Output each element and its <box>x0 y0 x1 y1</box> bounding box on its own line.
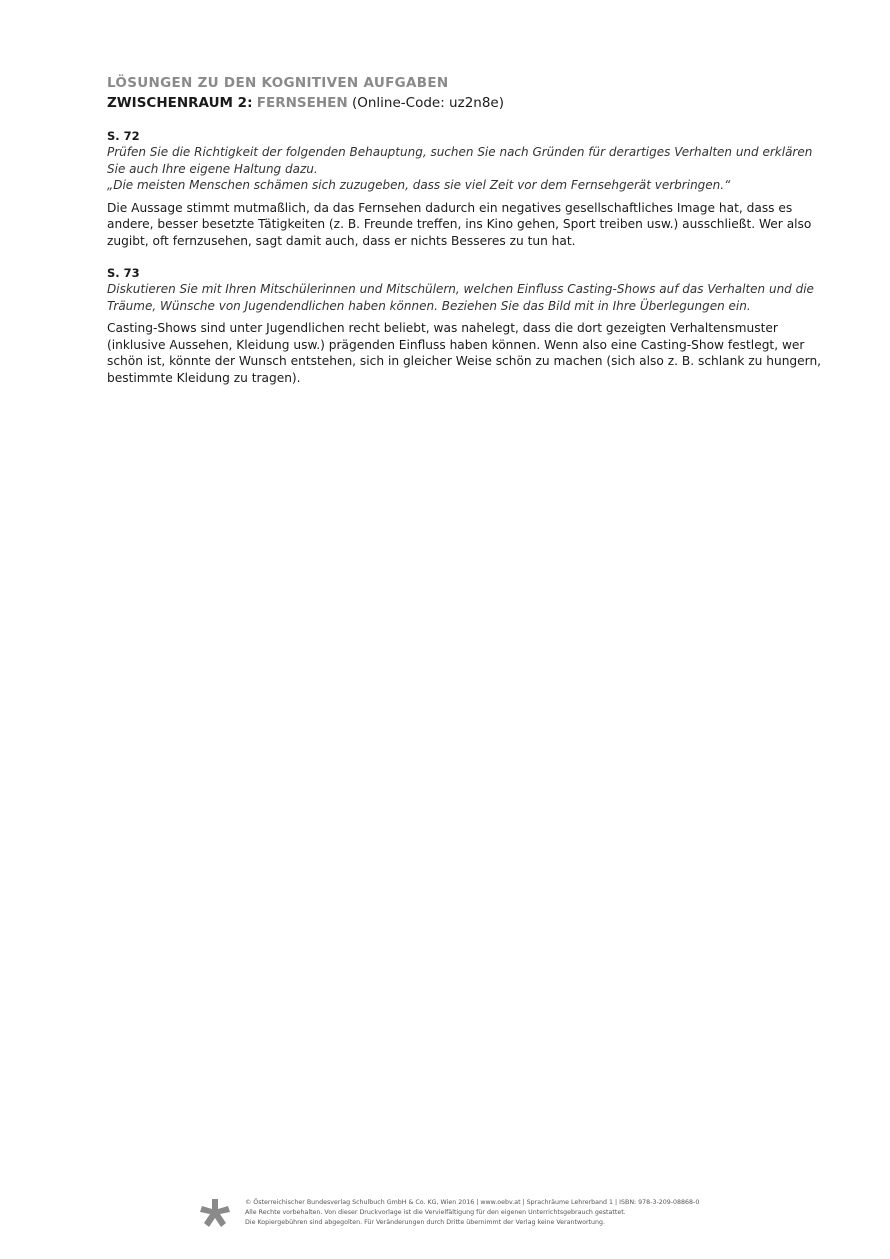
task-text: Prüfen Sie die Richtigkeit der folgenden Behauptung, suchen Sie nach Gründen für derartiges Verhalten und erklären Sie auch Ihre eigene Haltung dazu. <box>107 145 813 176</box>
page-reference: S. 73 <box>107 266 140 280</box>
fees-line: Die Kopiergebühren sind abgegolten. Für Veränderungen durch Dritte übernimmt der Verlag keine Verantwortung. <box>245 1219 605 1226</box>
page-kicker: LÖSUNGEN ZU DEN KOGNITIVEN AUFGABEN <box>107 75 449 91</box>
copyright-line: © Österreichischer Bundesverlag Schulbuch GmbH & Co. KG, Wien 2016 | www.oebv.at | Sprachräume Lehrerband 1 | ISBN: 978-3-209-08868-0 <box>245 1199 700 1206</box>
page-footer <box>199 1196 759 1232</box>
section-page-73 <box>107 265 832 386</box>
section-page-72 <box>107 128 832 249</box>
chapter-topic: FERNSEHEN <box>256 95 348 111</box>
chapter-heading <box>107 94 832 112</box>
rights-line: Alle Rechte vorbehalten. Von dieser Druckvorlage ist die Vervielfältigung für den eigenen Unterrichtsgebrauch gestattet. <box>245 1209 626 1216</box>
chapter-label: ZWISCHENRAUM 2: <box>107 95 253 111</box>
page-reference: S. 72 <box>107 129 140 143</box>
answer-text: Die Aussage stimmt mutmaßlich, da das Fernsehen dadurch ein negatives gesellschaftliches Image hat, dass es andere, besser besetzte Tätigkeiten (z. B. Freunde treffen, ins Kino gehen, Sport treiben usw.) ausschließt. Wer also zugibt, oft fernzusehen, sagt damit auch, dass er nichts Besseres zu tun hat. <box>107 200 812 248</box>
task-quote: „Die meisten Menschen schämen sich zuzugeben, dass sie viel Zeit vor dem Fernsehgerät verbringen.“ <box>107 178 731 192</box>
copyright-notice <box>245 1198 699 1228</box>
document-body <box>107 74 832 386</box>
online-code: (Online-Code: uz2n8e) <box>351 95 505 111</box>
task-text: Diskutieren Sie mit Ihren Mitschülerinnen und Mitschülern, welchen Einfluss Casting-Shows auf das Verhalten und die Träume, Wünsche von Jugendendlichen haben können. Beziehen Sie das Bild mit in Ihre Überlegungen ein. <box>107 282 814 313</box>
publisher-logo-icon <box>199 1197 231 1229</box>
answer-text: Casting-Shows sind unter Jugendlichen recht beliebt, was nahelegt, dass die dort gezeigten Verhaltensmuster (inklusive Aussehen, Kleidung usw.) prägenden Einfluss haben können. Wenn also eine Casting-Show festlegt, wer schön ist, könnte der Wunsch entstehen, sich in gleicher Weise schön zu machen (sich also z. B. schlank zu hungern, bestimmte Kleidung zu tragen). <box>107 321 822 385</box>
